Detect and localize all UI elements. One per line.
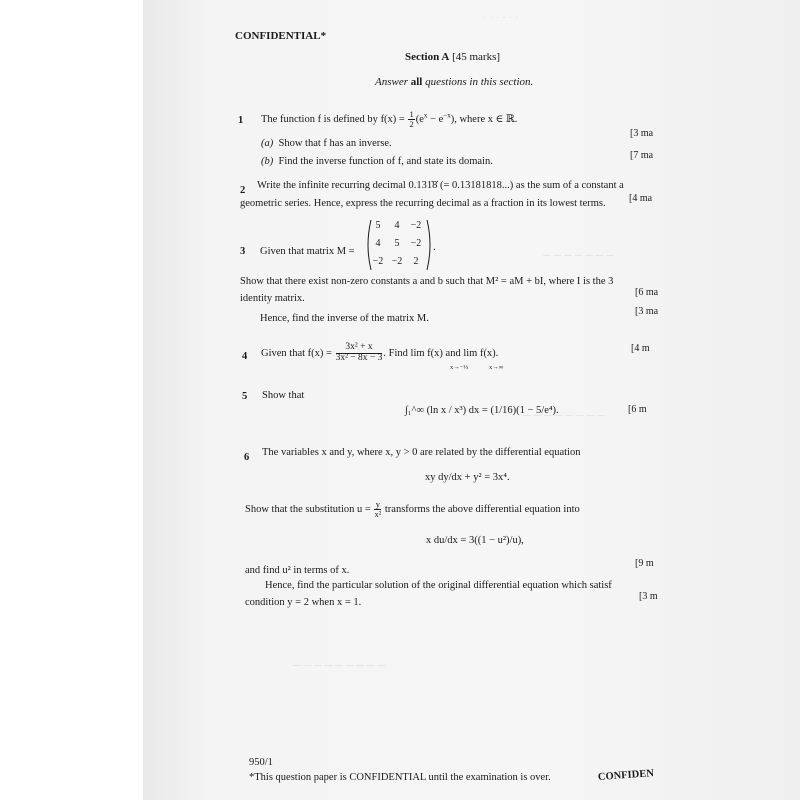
q2-number: 2 (240, 185, 246, 196)
bleed-through-text: ─ ─ ─ ─ ─ ─ ─ ─ (523, 410, 605, 422)
q6-line1: The variables x and y, where x, y > 0 are related by the differential equation (262, 447, 581, 458)
q1-stem (261, 110, 517, 129)
q4-stem (261, 343, 498, 364)
q4-limits-text: . Find lim f(x) and lim f(x). (383, 347, 499, 359)
confidential-note: *This question paper is CONFIDENTIAL until the examination is over. (249, 772, 551, 783)
matrix-cell: −2 (391, 256, 403, 267)
q1-minus: − e (427, 113, 444, 125)
q6-line5: condition y = 2 when x = 1. (245, 597, 362, 608)
q1-part-b-marks: [7 ma (630, 150, 654, 161)
matrix-cell: 4 (375, 238, 381, 249)
q1-fx: f(x) = (380, 113, 408, 125)
q3-number: 3 (240, 246, 246, 257)
q1-frac-num: 1 (409, 109, 414, 119)
section-label: Section A (405, 51, 450, 63)
q5-integral: ∫₁^∞ (ln x / x³) dx = (1/16)(1 − 5/e⁴). (405, 405, 559, 416)
q4-stem-text: Given that f(x) = (261, 347, 332, 359)
matrix-cell: 4 (394, 220, 400, 231)
q1-part-a-label: (a) (261, 138, 274, 149)
q1-paren: (e (415, 113, 424, 125)
q1-stem-post: where x ∈ ℝ. (456, 113, 518, 125)
q2-line1-end: as the sum of a constant a (513, 180, 624, 191)
q1-part-a-marks: [3 ma (630, 128, 654, 139)
q6-line4: Hence, find the particular solution of the original differential equation which satisf (265, 580, 612, 591)
instruction-text-end: questions in this section. (422, 76, 534, 88)
q2-line1-text: Write the infinite recurring decimal 0.131̇8̇ (257, 180, 440, 191)
q2-line2: geometric series. Hence, express the recurring decimal as a fraction in its lowest terms. (240, 198, 606, 209)
q1-part-a-text: Show that f has an inverse. (278, 138, 392, 149)
q6-differential-equation: xy dy/dx + y² = 3x⁴. (425, 472, 510, 483)
q4-fraction (336, 343, 383, 364)
q6-line2-end: transforms the above differential equation into (382, 503, 580, 515)
q4-frac-den: 3x² − 8x − 3 (335, 352, 383, 363)
q6-frac-num: y (375, 499, 380, 509)
q5-stem: Show that (262, 390, 305, 401)
matrix-cell: 5 (394, 238, 400, 249)
bleed-through-text: ─ ─ ─ ─ ─ ─ ─ (543, 250, 615, 262)
q1-half-fraction (408, 110, 414, 129)
matrix-cell: −2 (410, 238, 422, 249)
q3-stem: Given that matrix M = (260, 246, 355, 257)
q1-sup1: x (423, 111, 428, 120)
q1-part-b (261, 156, 493, 168)
instruction-bold: all (410, 76, 423, 88)
paper-code: 950/1 (249, 757, 273, 768)
q3-marks-1: [6 ma (635, 287, 659, 298)
q1-close: ), (450, 113, 457, 125)
q4-limit-sub-2: x→∞ (489, 364, 504, 371)
q5-marks: [6 m (628, 404, 647, 415)
q3-line1: Show that there exist non-zero constants a and b such that M² = aM + bI, where I is the 3 (240, 276, 614, 287)
bleed-through-text: ─ ─ ─ ─ ─ ─ ─ ─ ─ (293, 660, 386, 672)
q3-matrix (365, 218, 433, 272)
q4-marks: [4 m (631, 343, 650, 354)
matrix-cell: −2 (372, 256, 384, 267)
q6-line3: and find u² in terms of x. (245, 565, 350, 576)
exam-page (143, 0, 800, 800)
matrix-cell: 5 (375, 220, 381, 231)
q6-number: 6 (244, 452, 250, 463)
q2-decimal-expansion: (= 0.13181818...) (439, 180, 514, 191)
section-title (405, 51, 500, 64)
matrix-cell: −2 (410, 220, 422, 231)
q1-sup2: −x (443, 111, 451, 120)
q6-substitution-fraction (374, 500, 381, 519)
bleed-through-text: · · · · · · (483, 12, 519, 24)
confidential-header: CONFIDENTIAL* (235, 30, 327, 42)
section-instruction (375, 76, 533, 89)
q6-line2 (245, 500, 580, 519)
q5-number: 5 (242, 391, 248, 402)
q4-frac-num: 3x² + x (336, 343, 383, 354)
confidential-footer: CONFIDEN (597, 768, 655, 783)
q6-marks-2: [3 m (639, 591, 658, 602)
q3-dot: . (433, 242, 436, 253)
q2-marks: [4 ma (629, 193, 653, 204)
q6-transformed-equation: x du/dx = 3((1 − u²)/u), (426, 535, 524, 546)
instruction-text: Answer (375, 76, 411, 88)
q1-stem-text: The function f is defined by (261, 113, 381, 125)
q6-line2-text: Show that the substitution u = (245, 503, 374, 515)
q3-hence: Hence, find the inverse of the matrix M. (260, 313, 429, 324)
q6-frac-den: x² (374, 508, 382, 519)
q6-marks-1: [9 m (635, 558, 654, 569)
q4-number: 4 (242, 351, 248, 362)
q1-part-b-label: (b) (261, 156, 274, 167)
q2-line1 (257, 180, 624, 192)
q4-limit-sub-1: x→−⅓ (450, 364, 469, 371)
q3-marks-2: [3 ma (635, 306, 659, 317)
matrix-cell: 2 (413, 256, 419, 267)
section-marks: [45 marks] (452, 51, 501, 63)
q1-number: 1 (238, 115, 244, 126)
q1-part-b-text: Find the inverse function of f, and state its domain. (278, 156, 493, 167)
q3-line2: identity matrix. (240, 293, 305, 304)
q1-part-a (261, 138, 392, 150)
q1-frac-den: 2 (409, 118, 414, 129)
